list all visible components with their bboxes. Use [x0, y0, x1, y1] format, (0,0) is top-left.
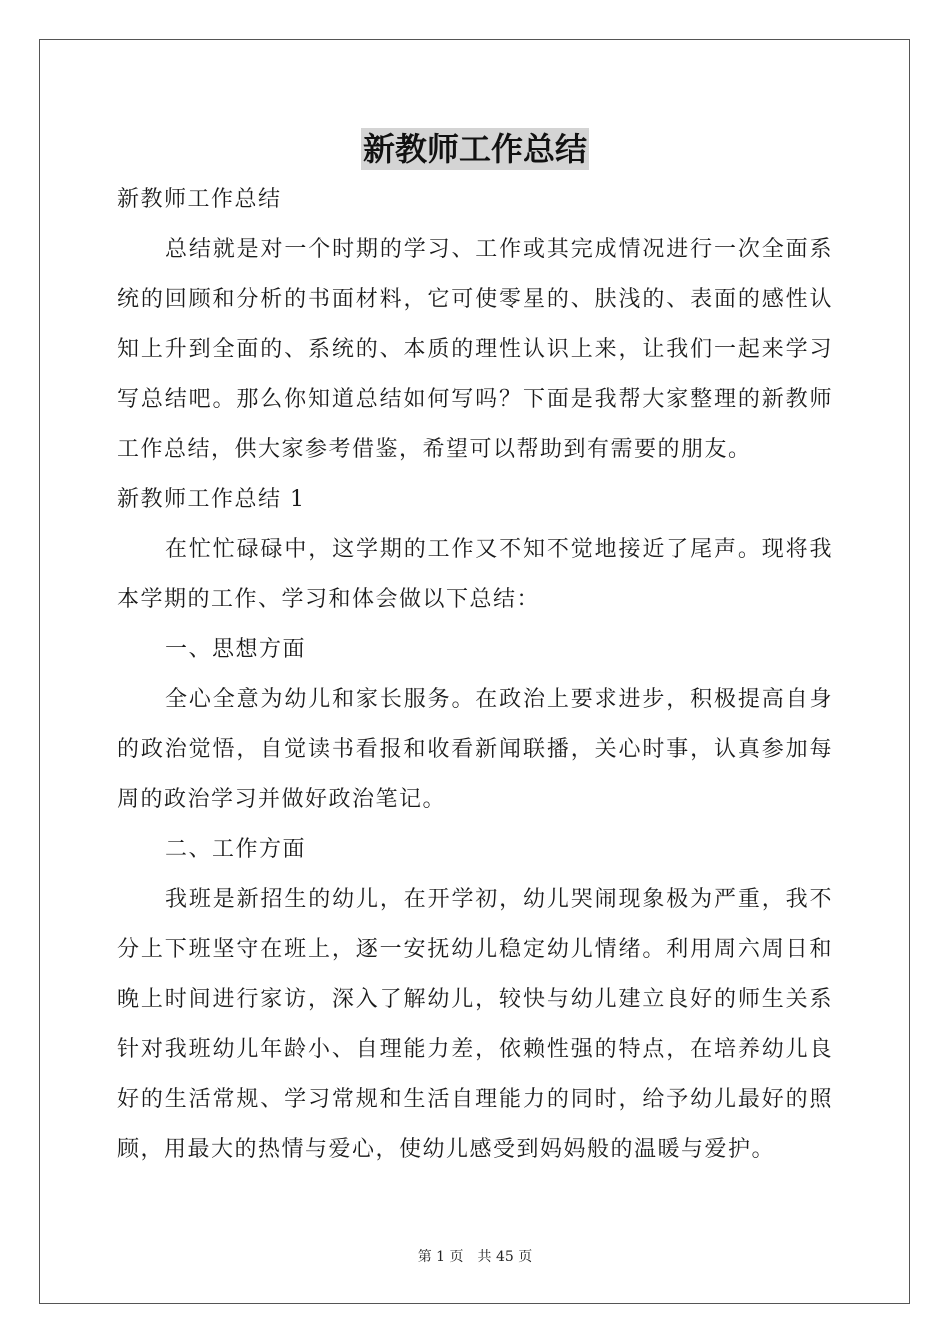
text-line: 二、工作方面	[165, 837, 307, 862]
text-line: 知上升到全面的、系统的、本质的理性认识上来，让我们一起来学习	[117, 337, 833, 362]
text-line: 顾，用最大的热情与爱心，使幼儿感受到妈妈般的温暖与爱护。	[117, 1137, 776, 1162]
text-line: 好的生活常规、学习常规和生活自理能力的同时，给予幼儿最好的照	[117, 1087, 833, 1112]
text-line: 晚上时间进行家访，深入了解幼儿，较快与幼儿建立良好的师生关系	[117, 987, 833, 1012]
text-line: 分上下班坚守在班上，逐一安抚幼儿稳定幼儿情绪。利用周六周日和	[117, 937, 833, 962]
document-body	[117, 175, 833, 1175]
text-line: 周的政治学习并做好政治笔记。	[117, 787, 447, 812]
page-footer: 第 1 页 共 45 页	[417, 1249, 533, 1265]
text-line: 新教师工作总结 1	[117, 487, 306, 512]
text-line: 本学期的工作、学习和体会做以下总结：	[117, 587, 541, 612]
text-line: 一、思想方面	[165, 637, 307, 662]
document-title: 新教师工作总结	[362, 130, 587, 168]
text-line: 针对我班幼儿年龄小、自理能力差，依赖性强的特点，在培养幼儿良	[117, 1037, 833, 1062]
text-line: 工作总结，供大家参考借鉴，希望可以帮助到有需要的朋友。	[117, 437, 752, 462]
text-line: 新教师工作总结	[117, 187, 282, 212]
text-line: 全心全意为幼儿和家长服务。在政治上要求进步，积极提高自身	[165, 687, 833, 712]
text-line: 写总结吧。那么你知道总结如何写吗？下面是我帮大家整理的新教师	[117, 387, 833, 412]
title-container	[0, 128, 950, 170]
text-line: 我班是新招生的幼儿，在开学初，幼儿哭闹现象极为严重，我不	[165, 887, 833, 912]
text-line: 在忙忙碌碌中，这学期的工作又不知不觉地接近了尾声。现将我	[165, 537, 833, 562]
text-line: 的政治觉悟，自觉读书看报和收看新闻联播，关心时事，认真参加每	[117, 737, 833, 762]
text-line: 统的回顾和分析的书面材料，它可使零星的、肤浅的、表面的感性认	[117, 287, 833, 312]
text-line: 总结就是对一个时期的学习、工作或其完成情况进行一次全面系	[165, 237, 833, 262]
